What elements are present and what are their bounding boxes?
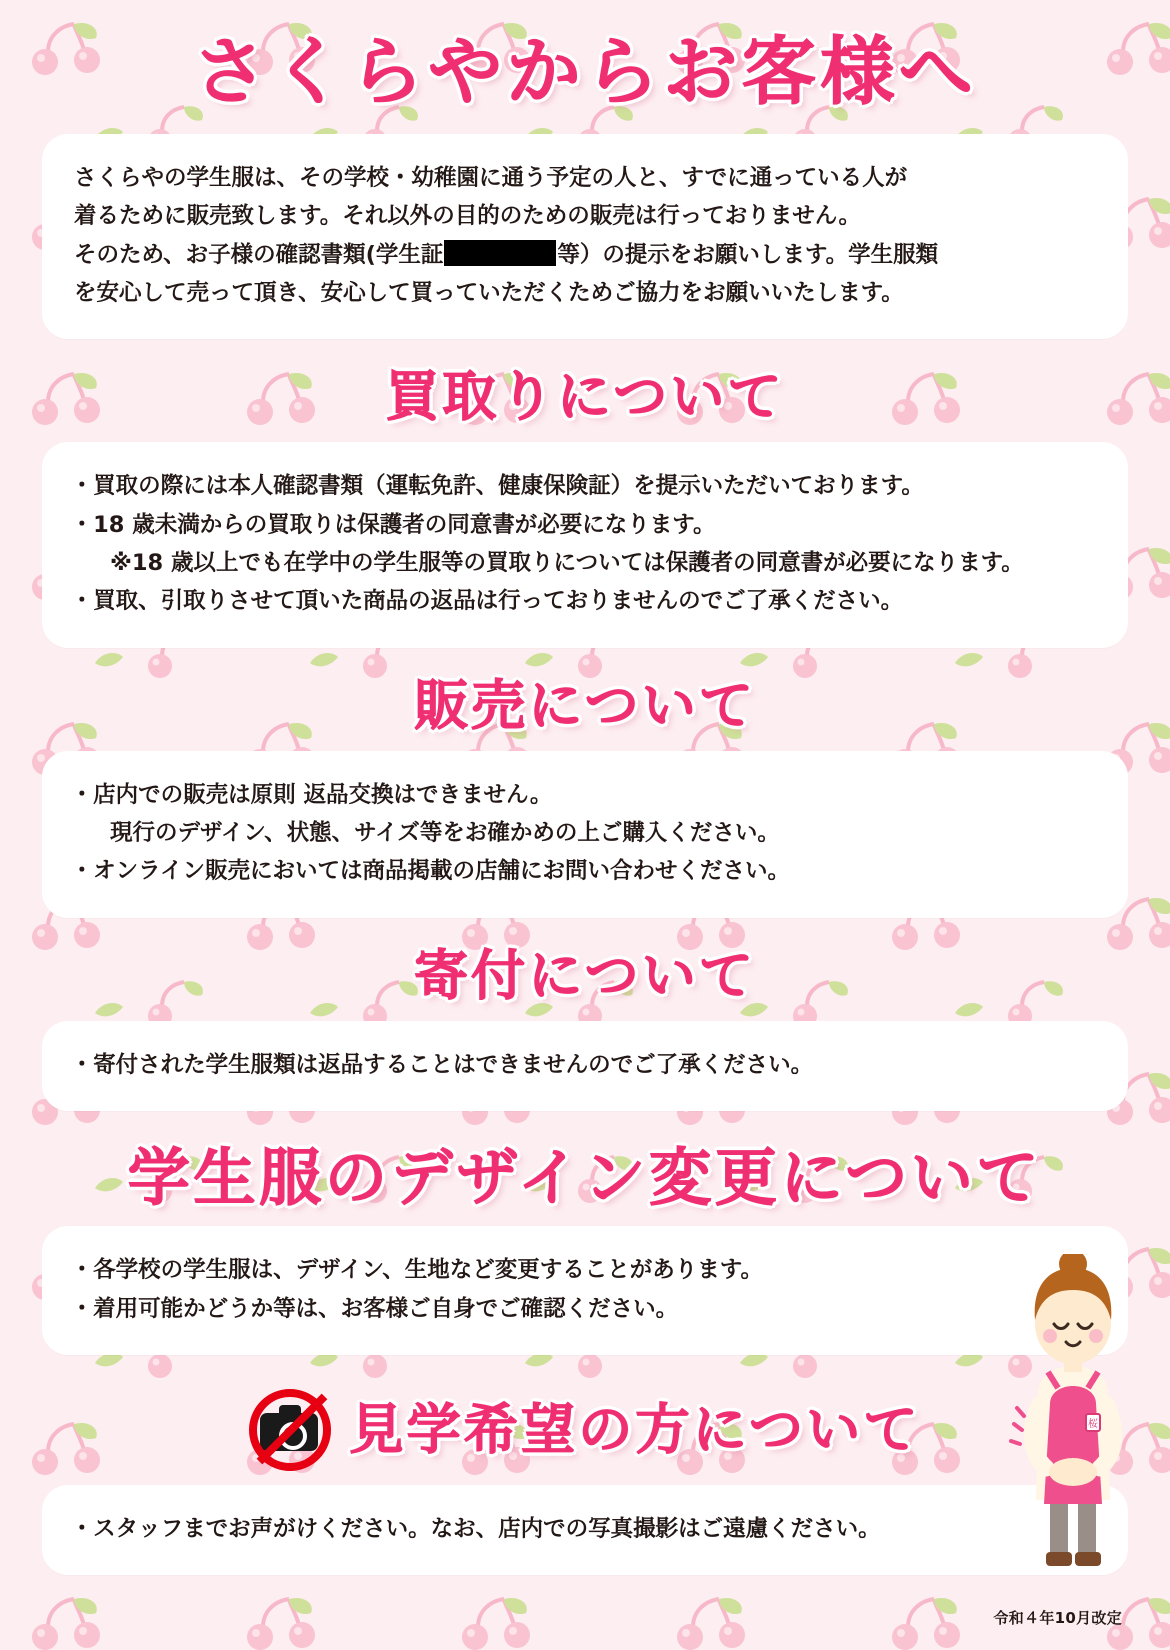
donation-line-1: ・ 寄付された学生服類は返品することはできませんのでご了承ください。 xyxy=(74,1047,1096,1083)
sales-line-3: ・ オンライン販売においては商品掲載の店舗にお問い合わせください。 xyxy=(74,853,1096,889)
intro-line-2: 着るために販売致します。それ以外の目的のための販売は行っておりません。 xyxy=(74,203,862,230)
purchase-line-2: ・ 18 歳未満からの買取りは保護者の同意書が必要になります。 xyxy=(74,507,1096,543)
intro-panel xyxy=(42,134,1128,340)
staff-illustration xyxy=(998,1254,1148,1584)
footer-revision-note: 令和４年10月改定 xyxy=(993,1609,1122,1627)
intro-line-4: を安心して売って頂き、安心して買っていただくためご協力をお願いいたします。 xyxy=(74,280,904,306)
section-heading-sales: 販売について xyxy=(413,673,757,737)
intro-line-3-before: そのため、お子様の確認書類(学生証 xyxy=(74,241,444,268)
purchase-line-4: ・ 買取、引取りさせて頂いた商品の返品は行っておりませんのでご了承ください。 xyxy=(74,583,1096,619)
design-change-line-1: ・ 各学校の学生服は、デザイン、生地など変更することがあります。 xyxy=(74,1252,1096,1288)
sales-line-1: ・ 店内での販売は原則 返品交換はできません。 xyxy=(74,777,1096,813)
purchase-line-3: ※18 歳以上でも在学中の学生服等の買取りについては保護者の同意書が必要になります。 xyxy=(110,550,1024,576)
no-photography-icon xyxy=(249,1389,331,1471)
intro-line-1: さくらやの学生服は、その学校・幼稚園に通う予定の人と、すでに通っている人が xyxy=(74,164,908,191)
page-title: さくらやからお客様へ xyxy=(192,29,978,115)
purchase-line-1: ・ 買取の際には本人確認書類（運転免許、健康保険証）を提示いただいております。 xyxy=(74,468,1096,504)
design-change-line-2: ・ 着用可能かどうか等は、お客様ご自身でご確認ください。 xyxy=(74,1291,1096,1327)
section-heading-visit-row xyxy=(42,1389,1128,1471)
redacted-block xyxy=(444,240,556,266)
section-heading-design-change: 学生服のデザイン変更について xyxy=(127,1141,1043,1214)
purchase-panel xyxy=(42,442,1128,648)
sales-panel xyxy=(42,751,1128,918)
visit-panel xyxy=(42,1485,1128,1575)
intro-line-3 xyxy=(74,237,1096,273)
intro-line-3-after: 等）の提示をお願いします。学生服類 xyxy=(557,241,939,268)
visit-line-1: ・ スタッフまでお声がけください。なお、店内での写真撮影はご遠慮ください。 xyxy=(74,1511,1096,1547)
design-change-panel xyxy=(42,1226,1128,1355)
sales-line-2: 現行のデザイン、状態、サイズ等をお確かめの上ご購入ください。 xyxy=(110,820,780,846)
section-heading-visit: 見学希望の方について xyxy=(349,1397,921,1461)
donation-panel xyxy=(42,1021,1128,1111)
svg-text:桜: 桜 xyxy=(1088,1419,1098,1430)
section-heading-purchase: 買取りについて xyxy=(385,365,785,429)
section-heading-donation: 寄付について xyxy=(413,943,757,1007)
